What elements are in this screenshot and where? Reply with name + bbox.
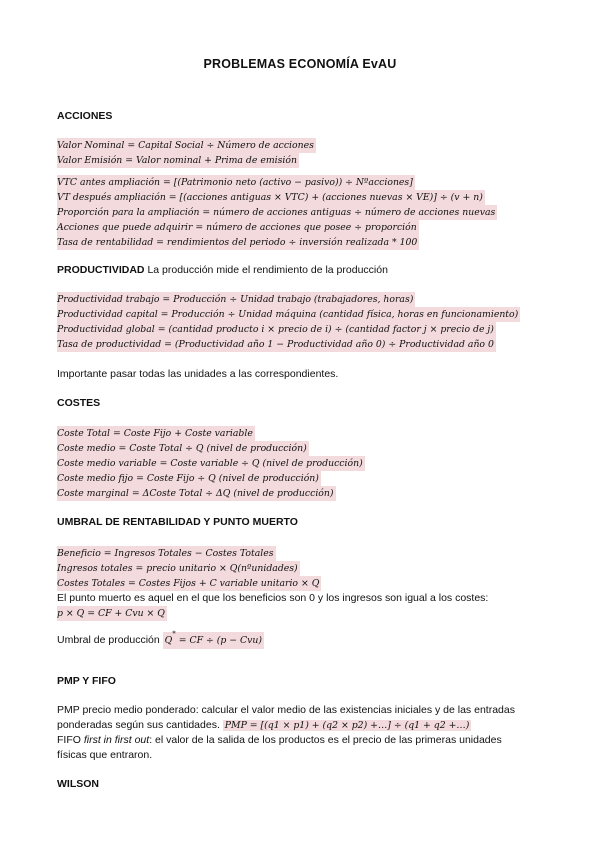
fifo-label: FIFO [57,734,81,746]
pmp-line-2 [57,718,515,733]
formula-coste-medio-variable: Coste medio variable = Coste variable ÷ Q (nivel de producción) [57,458,363,469]
acciones-formulas [57,138,497,250]
umbral-q: Q [164,635,173,646]
section-heading-acciones: ACCIONES [57,110,113,122]
section-heading-pmp-fifo: PMP Y FIFO [57,675,116,687]
formula-costes-totales: Costes Totales = Costes Fijos + C variable unitario × Q [57,578,320,589]
pmp-fifo-text [57,703,515,763]
formula-pmp: PMP = [(q1 × p1) + (q2 × p2) +…] ÷ (q1 + q2 +…) [224,720,470,731]
formula-vt-despues: VT después ampliación = [(acciones antiguas × VTC) + (acciones nuevas × VE)] ÷ (v + n) [57,192,483,203]
fifo-text: : el valor de la salida de los productos es el precio de las primeras unidades [149,734,502,746]
punto-muerto-text: El punto muerto es aquel en el que los beneficios son 0 y los ingresos son igual a los costes: [57,592,489,604]
pmp-line-1: PMP precio medio ponderado: calcular el valor medio de las existencias iniciales y de las entradas [57,704,515,716]
fifo-line-1 [57,733,515,748]
formula-proporcion: Proporción para la ampliación = número de acciones antiguas ÷ número de acciones nuevas [57,207,496,218]
umbral-rest: = CF ÷ (p − Cvu) [175,635,262,646]
umbral-formulas [57,546,488,647]
formula-coste-marginal: Coste marginal = ΔCoste Total ÷ ΔQ (nivel de producción) [57,488,334,499]
costes-formulas [57,426,365,501]
formula-productividad-global: Productividad global = (cantidad producto i × precio de i) ÷ (cantidad factor j × precio de j) [57,324,494,335]
fifo-line-2: físicas que entraron. [57,749,153,761]
productividad-note: Importante pasar todas las unidades a las correspondientes. [57,368,339,380]
umbral-produccion-label: Umbral de producción [57,634,160,646]
section-heading-wilson: WILSON [57,778,99,790]
section-heading-productividad: PRODUCTIVIDAD [57,264,145,276]
formula-productividad-capital: Productividad capital = Producción ÷ Unidad máquina (cantidad física, horas en funcionamiento) [57,309,519,320]
section-heading-costes: COSTES [57,397,101,409]
formula-punto-muerto: p × Q = CF + Cvu × Q [57,608,165,619]
formula-productividad-trabajo: Productividad trabajo = Producción ÷ Unidad trabajo (trabajadores, horas) [57,294,414,305]
pmp-line-2-text: ponderadas según sus cantidades. [57,719,220,731]
umbral-produccion-line [57,627,488,647]
formula-vtc-antes: VTC antes ampliación = [(Patrimonio neto (activo − pasivo)) ÷ Nºacciones] [57,177,413,188]
productividad-intro-line [57,263,388,278]
fifo-italic: first in first out [83,734,150,746]
formula-tasa-rentabilidad: Tasa de rentabilidad = rendimientos del periodo ÷ inversión realizada * 100 [57,237,418,248]
section-heading-umbral: UMBRAL DE RENTABILIDAD Y PUNTO MUERTO [57,516,298,528]
formula-umbral-produccion [163,632,264,649]
formula-tasa-productividad: Tasa de productividad = (Productividad año 1 − Productividad año 0) ÷ Productividad año 0 [57,339,494,350]
productividad-formulas [57,292,520,352]
umbral-star: * [172,630,176,638]
formula-valor-emision: Valor Emisión = Valor nominal + Prima de emisión [57,155,297,166]
formula-ingresos-totales: Ingresos totales = precio unitario × Q(nºunidades) [57,563,298,574]
page-title: PROBLEMAS ECONOMÍA EvAU [203,57,397,71]
productividad-intro: La producción mide el rendimiento de la producción [147,264,388,276]
formula-coste-total: Coste Total = Coste Fijo + Coste variable [57,428,253,439]
formula-coste-medio: Coste medio = Coste Total ÷ Q (nivel de producción) [57,443,307,454]
formula-valor-nominal: Valor Nominal = Capital Social ÷ Número de acciones [57,140,314,151]
formula-beneficio: Beneficio = Ingresos Totales − Costes Totales [57,548,274,559]
formula-coste-medio-fijo: Coste medio fijo = Coste Fijo ÷ Q (nivel de producción) [57,473,319,484]
formula-acciones-adquirir: Acciones que puede adquirir = número de acciones que posee ÷ proporción [57,222,417,233]
